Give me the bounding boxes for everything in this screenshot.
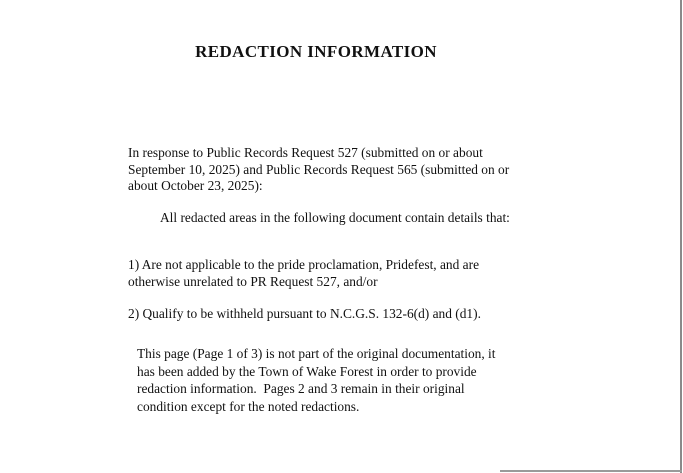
note-line: condition except for the noted redactions.: [137, 398, 360, 414]
page-right-edge-line: [680, 0, 682, 473]
reason1-line: otherwise unrelated to PR Request 527, and/or: [128, 273, 378, 289]
reason1-line: 1) Are not applicable to the pride proclamation, Pridefest, and are: [128, 257, 480, 272]
reason2-line: 2) Qualify to be withheld pursuant to N.C.G.S. 132-6(d) and (d1).: [128, 306, 481, 321]
note-line: has been added by the Town of Wake Forest in order to provide: [137, 363, 477, 379]
intro-line: about October 23, 2025):: [128, 178, 263, 193]
intro-line: In response to Public Records Request 527 (submitted on or about: [128, 145, 483, 160]
note-line: redaction information. Pages 2 and 3 remain in their original: [137, 381, 465, 396]
page-bottom-edge-line: [500, 470, 682, 472]
document-title: REDACTION INFORMATION: [195, 42, 437, 61]
intro-paragraph: [128, 145, 509, 195]
redaction-reason-2: [128, 306, 481, 323]
scope-statement: [160, 210, 510, 227]
scope-line: All redacted areas in the following document contain details that:: [160, 210, 510, 225]
added-page-note: [137, 345, 496, 415]
note-line: This page (Page 1 of 3) is not part of the original documentation, it: [137, 346, 496, 361]
intro-line: September 10, 2025) and Public Records Request 565 (submitted on or: [128, 161, 510, 177]
redaction-reason-1: [128, 257, 479, 290]
